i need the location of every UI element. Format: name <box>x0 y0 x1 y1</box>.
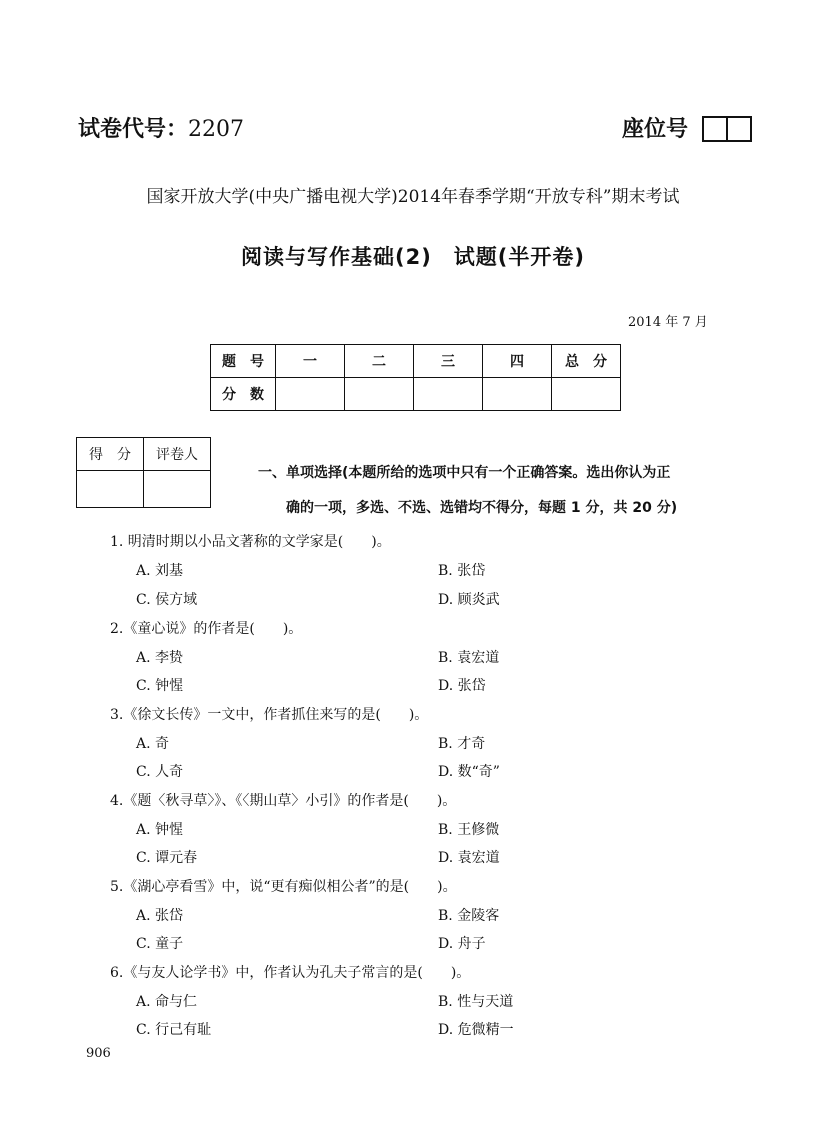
score-cell[interactable] <box>414 378 483 411</box>
option-c: C. 行己有耻 <box>136 1022 212 1038</box>
grader-name-cell[interactable] <box>144 471 211 508</box>
score-table <box>210 344 621 411</box>
score-table-header-row <box>211 345 621 378</box>
option-b: B. 张岱 <box>438 563 486 579</box>
option-d: D. 顾炎武 <box>438 592 500 608</box>
option-a: A. 张岱 <box>136 908 184 924</box>
score-cell[interactable] <box>552 378 621 411</box>
option-b: B. 袁宏道 <box>438 650 500 666</box>
option-b: B. 性与天道 <box>438 994 514 1010</box>
seat-number-box[interactable] <box>702 116 752 142</box>
question-stem: 1. 明清时期以小品文著称的文学家是( )。 <box>110 534 391 550</box>
score-header-cell: 总 分 <box>552 345 621 378</box>
exam-code-value: 2207 <box>188 117 245 142</box>
grader-score-cell[interactable] <box>77 471 144 508</box>
section-instruction-line1: 一、单项选择(本题所给的选项中只有一个正确答案。选出你认为正 <box>258 465 671 481</box>
option-a: A. 刘基 <box>136 563 184 579</box>
option-d: D. 舟子 <box>438 936 486 952</box>
exam-name: 国家开放大学(中央广播电视大学)2014年春季学期“开放专科”期末考试 <box>146 187 680 207</box>
score-header-cell: 题 号 <box>211 345 276 378</box>
score-cell[interactable] <box>345 378 414 411</box>
option-d: D. 袁宏道 <box>438 850 500 866</box>
question-stem: 6.《与友人论学书》中，作者认为孔夫子常言的是( )。 <box>110 965 471 981</box>
score-header-cell: 四 <box>483 345 552 378</box>
option-a: A. 奇 <box>136 736 170 752</box>
option-c: C. 童子 <box>136 936 184 952</box>
score-header-cell: 一 <box>276 345 345 378</box>
question-stem: 3.《徐文长传》一文中，作者抓住来写的是( )。 <box>110 707 429 723</box>
score-header-cell: 二 <box>345 345 414 378</box>
option-a: A. 钟惺 <box>136 822 184 838</box>
question-stem: 5.《湖心亭看雪》中，说“更有痴似相公者”的是( )。 <box>110 879 457 895</box>
option-c: C. 谭元春 <box>136 850 198 866</box>
paper-title: 阅读与写作基础(2) 试题(半开卷) <box>240 245 585 269</box>
option-b: B. 才奇 <box>438 736 486 752</box>
score-cell[interactable] <box>276 378 345 411</box>
option-a: A. 李贽 <box>136 650 184 666</box>
question-stem: 2.《童心说》的作者是( )。 <box>110 621 303 637</box>
option-c: C. 钟惺 <box>136 678 184 694</box>
option-d: D. 危微精一 <box>438 1022 514 1038</box>
score-table-value-row <box>211 378 621 411</box>
option-b: B. 王修微 <box>438 822 500 838</box>
seat-number-label: 座位号 <box>622 117 689 142</box>
score-row-label: 分 数 <box>211 378 276 411</box>
option-d: D. 数“奇” <box>438 764 500 780</box>
option-c: C. 人奇 <box>136 764 184 780</box>
grader-header-grader: 评卷人 <box>144 438 211 471</box>
option-a: A. 命与仁 <box>136 994 198 1010</box>
section-instruction-line2: 确的一项，多选、不选、选错均不得分，每题 1 分，共 20 分) <box>286 500 678 516</box>
grader-table <box>76 437 211 508</box>
score-header-cell: 三 <box>414 345 483 378</box>
question-stem: 4.《题〈秋寻草〉》、《〈期山草〉小引》的作者是( )。 <box>110 793 457 809</box>
option-d: D. 张岱 <box>438 678 486 694</box>
exam-code-label: 试卷代号： <box>78 117 189 142</box>
exam-code <box>78 112 244 143</box>
option-c: C. 侯方域 <box>136 592 198 608</box>
grader-header-score: 得 分 <box>77 438 144 471</box>
option-b: B. 金陵客 <box>438 908 500 924</box>
page-number: 906 <box>86 1046 111 1061</box>
score-cell[interactable] <box>483 378 552 411</box>
exam-date: 2014 年 7 月 <box>628 315 708 330</box>
